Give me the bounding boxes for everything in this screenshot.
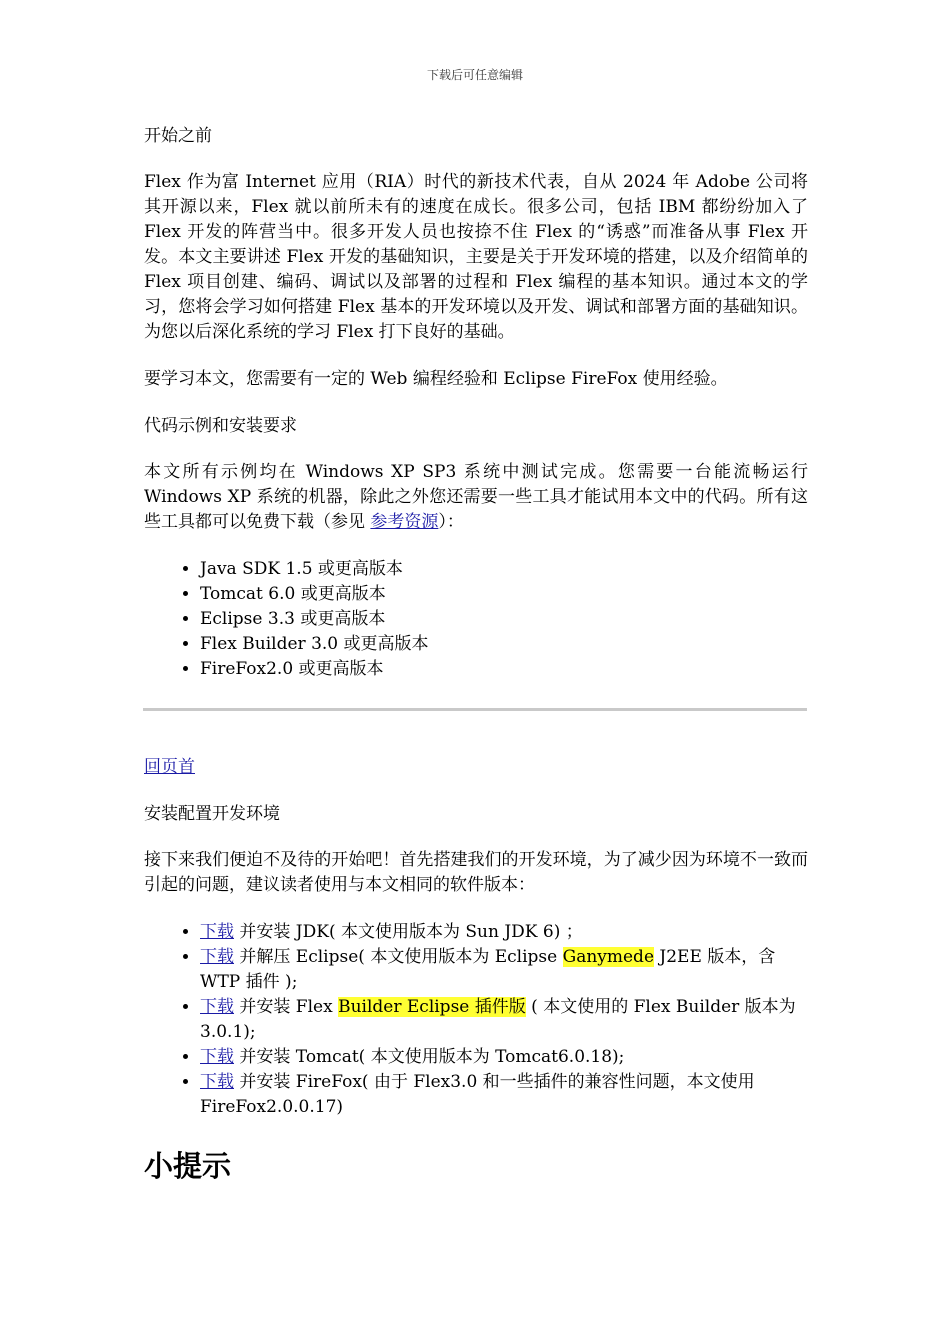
section-title-requirements: 代码示例和安装要求 <box>144 416 297 436</box>
list-item: • Java SDK 1.5 或更高版本 <box>200 557 808 582</box>
download-tomcat-link[interactable]: 下载 <box>200 1047 234 1067</box>
section-divider <box>143 708 807 711</box>
intro-paragraph: Flex 作为富 Internet 应用（RIA）时代的新技术代表，自从 2024 年 Adobe 公司将其开源以来，Flex 就以前所未有的速度在成长。很多公司，包括 IBM 都纷纷加入了 Flex 开发的阵营当中。很多开发人员也按捺不住 Flex 的“诱惑”而准备从事 Flex 开发。本文主要讲述 Flex 开发的基础知识，主要是关于开发环境的搭建，以及介绍简单的 Flex 项目创建、编码、调试以及部署的过程和 Flex 编程的基本知识。通过本文的学习，您将会学习如何搭建 Flex 基本的开发环境以及开发、调试和部署方面的基础知识。为您以后深化系统的学习 Flex 打下良好的基础。 <box>144 172 808 342</box>
list-item <box>200 1070 808 1120</box>
list-item: • Tomcat 6.0 或更高版本 <box>200 582 808 607</box>
list-item: • Eclipse 3.3 或更高版本 <box>200 607 808 632</box>
requirements-paragraph <box>144 460 808 535</box>
setup-steps-list <box>144 920 808 1120</box>
download-eclipse-link[interactable]: 下载 <box>200 947 234 967</box>
section-title-setup: 安装配置开发环境 <box>144 804 280 824</box>
step-text-end: J2EE 版本，含 WTP 插件 ); <box>200 947 776 992</box>
list-item <box>200 995 808 1045</box>
prerequisite-paragraph: 要学习本文，您需要有一定的 Web 编程经验和 Eclipse FireFox 使用经验。 <box>144 369 728 389</box>
step-text: 并安装 Tomcat( 本文使用版本为 Tomcat6.0.18); <box>234 1047 625 1067</box>
list-item <box>200 1045 808 1070</box>
requirements-text-end: ）： <box>438 512 464 532</box>
download-firefox-link[interactable]: 下载 <box>200 1072 234 1092</box>
step-text: 并安装 FireFox( 由于 Flex3.0 和一些插件的兼容性问题，本文使用 FireFox2.0.0.17) <box>200 1072 755 1117</box>
document-body <box>144 124 808 1186</box>
back-to-top-link[interactable]: 回页首 <box>144 757 195 777</box>
list-item <box>200 945 808 995</box>
highlighted-text: Builder Eclipse 插件版 <box>338 997 526 1017</box>
download-flex-builder-link[interactable]: 下载 <box>200 997 234 1017</box>
highlighted-text: Ganymede <box>562 947 655 967</box>
setup-intro-paragraph: 接下来我们便迫不及待的开始吧！首先搭建我们的开发环境，为了减少因为环境不一致而引起的问题，建议读者使用与本文相同的软件版本： <box>144 850 808 895</box>
step-text: 并安装 JDK( 本文使用版本为 Sun JDK 6) ； <box>234 922 583 942</box>
resources-link[interactable]: 参考资源 <box>370 512 439 532</box>
step-text-end: ( 本文使用的 Flex Builder 版本为 3.0.1); <box>200 997 796 1042</box>
step-text: 并解压 Eclipse( 本文使用版本为 Eclipse <box>234 947 563 967</box>
section-title-before-start: 开始之前 <box>144 126 212 146</box>
back-to-top-paragraph <box>144 755 808 780</box>
requirements-list <box>144 557 808 682</box>
list-item: • FireFox2.0 或更高版本 <box>200 657 808 682</box>
step-text: 并安装 Flex <box>234 997 339 1017</box>
list-item: • Flex Builder 3.0 或更高版本 <box>200 632 808 657</box>
download-jdk-link[interactable]: 下载 <box>200 922 234 942</box>
tip-heading: 小提示 <box>144 1149 232 1183</box>
page-header: 下载后可任意编辑 <box>426 68 523 82</box>
list-item <box>200 920 808 945</box>
requirements-text: 本文所有示例均在 Windows XP SP3 系统中测试完成。您需要一台能流畅运行 Windows XP 系统的机器，除此之外您还需要一些工具才能试用本文中的代码。所有这些工具都可以免费下载（参见 <box>144 462 808 532</box>
